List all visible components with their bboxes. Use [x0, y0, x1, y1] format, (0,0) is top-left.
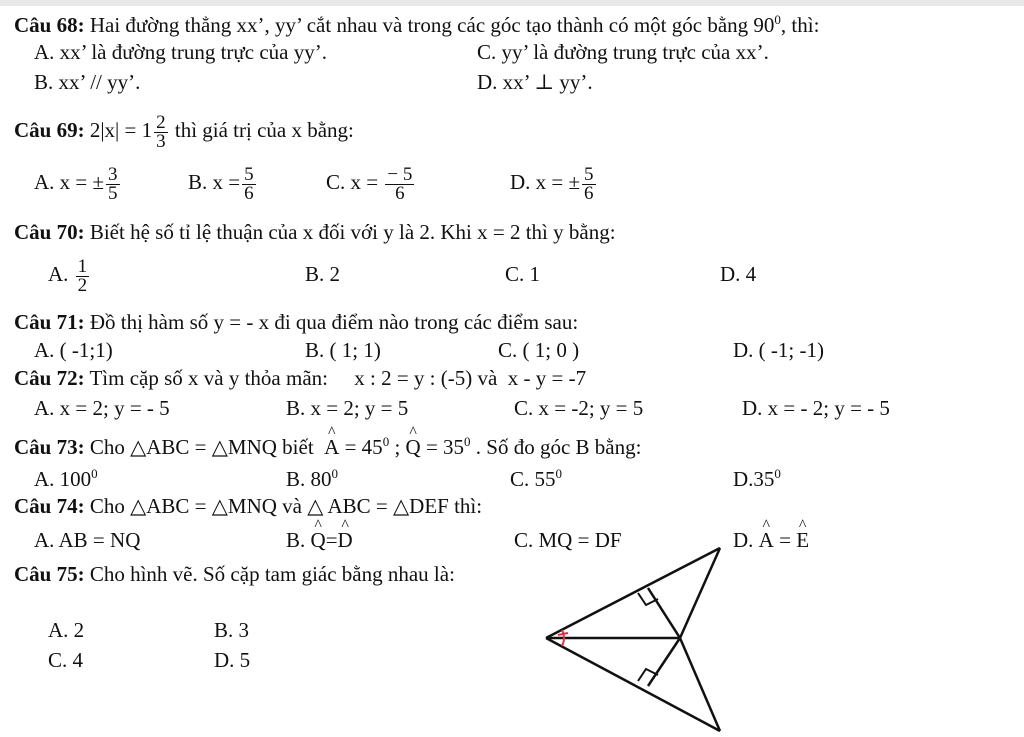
question-68-text: Hai đường thẳng xx’, yy’ cắt nhau và trong các góc tạo thành có một góc bằng 90	[89, 13, 775, 37]
question-68-label: Câu 68:	[14, 13, 85, 37]
opt-prefix: A. x = ±	[34, 170, 105, 194]
q69-fraction	[154, 111, 168, 152]
q69-option-d	[510, 162, 598, 203]
q70-option-d: D. 4	[720, 262, 757, 286]
frac-den: 6	[584, 182, 594, 204]
q68-option-b: B. xx’ // yy’.	[34, 70, 141, 94]
question-70-label: Câu 70:	[14, 220, 85, 244]
opt-prefix: C. x =	[326, 170, 379, 194]
q71-option-d: D. ( -1; -1)	[733, 338, 824, 362]
degree-sup: 0	[91, 466, 98, 481]
question-69-label: Câu 69:	[14, 118, 85, 142]
opt-text: D.35	[733, 467, 775, 491]
frac-num: 2	[156, 111, 166, 133]
question-70	[14, 220, 616, 244]
opt-text: C. 55	[510, 467, 556, 491]
question-70-text: Biết hệ số tỉ lệ thuận của x đối với y là 2. Khi x = 2 thì y bằng:	[89, 220, 616, 244]
question-73-label: Câu 73:	[14, 435, 85, 459]
question-69	[14, 110, 354, 151]
question-68-tail: , thì:	[780, 13, 820, 37]
q75-option-c: C. 4	[48, 648, 84, 672]
opt-prefix: D. x = ±	[510, 170, 581, 194]
degree-sup: 0	[382, 434, 390, 449]
line-perp-top	[648, 588, 680, 638]
top-shadow	[0, 0, 1024, 6]
angle-q: ^ Q	[311, 528, 326, 552]
q72-option-d: D. x = - 2; y = - 5	[742, 396, 890, 420]
opt-fraction	[76, 255, 90, 296]
question-75-label: Câu 75:	[14, 562, 85, 586]
frac-num: 5	[584, 163, 594, 185]
frac-num: 3	[108, 163, 118, 185]
q71-option-b: B. ( 1; 1)	[305, 338, 381, 362]
q71-option-a: A. ( -1;1)	[34, 338, 113, 362]
frac-num: 5	[244, 163, 254, 185]
frac-den: 3	[156, 130, 166, 152]
question-71-text: Đồ thị hàm số y = - x đi qua điểm nào trong các điểm sau:	[89, 310, 579, 334]
opt-fraction	[582, 163, 596, 204]
angle-e: ^ E	[796, 528, 809, 552]
triangle-figure	[540, 545, 780, 735]
frac-den: 5	[108, 182, 118, 204]
opt-text: A. 100	[34, 467, 92, 491]
line-mid-bottom	[680, 638, 720, 731]
q73-option-d	[733, 462, 781, 491]
degree-sup: 0	[464, 434, 471, 449]
angle-a-value: = 45	[344, 435, 383, 459]
question-71	[14, 310, 578, 334]
q70-option-b: B. 2	[305, 262, 341, 286]
frac-den: 2	[77, 274, 88, 296]
angle-d: ^ D	[338, 528, 353, 552]
question-74	[14, 494, 482, 518]
q75-option-b: B. 3	[214, 618, 250, 642]
question-75	[14, 562, 455, 586]
q72-option-c: C. x = -2; y = 5	[514, 396, 644, 420]
line-perp-bottom	[648, 638, 680, 686]
opt-fraction	[385, 163, 414, 204]
q72-option-a: A. x = 2; y = - 5	[34, 396, 170, 420]
question-74-label: Câu 74:	[14, 494, 85, 518]
angle-a: ^ A	[324, 435, 339, 459]
angle-tick	[558, 633, 568, 635]
question-69-text: thì giá trị của x bằng:	[174, 118, 354, 142]
question-68	[14, 8, 819, 37]
degree-sup: 0	[774, 12, 781, 27]
q72-option-b: B. x = 2; y = 5	[286, 396, 409, 420]
opt-fraction	[106, 163, 120, 204]
line-top-left	[546, 548, 720, 638]
degree-sup: 0	[331, 466, 339, 481]
question-72	[14, 366, 586, 390]
q73-option-c	[510, 462, 562, 491]
angle-a: ^ A	[759, 528, 774, 552]
opt-prefix: B.	[286, 528, 306, 552]
frac-num: − 5	[387, 163, 413, 185]
q69-equation: 2|x| = 1	[89, 118, 153, 142]
q69-option-b	[188, 162, 258, 203]
q74-option-c: C. MQ = DF	[514, 528, 622, 552]
question-72-text: Tìm cặp số x và y thỏa mãn: x : 2 = y : (-5) và x - y = -7	[89, 366, 587, 390]
angle-q: ^ Q	[406, 435, 421, 459]
frac-den: 6	[395, 182, 405, 204]
q68-option-d: D. xx’ ⊥ yy’.	[477, 70, 593, 94]
question-73-tail: . Số đo góc B bằng:	[475, 435, 642, 459]
q74-option-b: B. ^ Q=^ D	[286, 528, 353, 552]
question-73-text: Cho △ABC = △MNQ biết	[89, 435, 314, 459]
opt-prefix: A.	[48, 262, 69, 286]
q68-option-c: C. yy’ là đường trung trực của xx’.	[477, 40, 769, 64]
line-bottom-left	[546, 638, 720, 731]
q75-option-a: A. 2	[48, 618, 85, 642]
degree-sup: 0	[555, 466, 563, 481]
angle-q-value: = 35	[425, 435, 465, 459]
q71-option-c: C. ( 1; 0 )	[498, 338, 580, 362]
opt-prefix: D.	[733, 528, 754, 552]
q75-option-d: D. 5	[214, 648, 251, 672]
opt-fraction	[242, 163, 256, 204]
frac-den: 6	[244, 182, 254, 204]
q74-option-d: D. ^ A = ^ E	[733, 528, 809, 552]
question-73: Câu 73: Cho △ABC = △MNQ biết ^ $A = 45^0$ ; ^ $Q = 35^0$ . Số đo góc B bằng:	[14, 430, 641, 459]
line-top-mid	[680, 548, 720, 638]
frac-num: 1	[77, 255, 88, 277]
q68-option-a: A. xx’ là đường trung trực của yy’.	[34, 40, 327, 64]
q74-option-a: A. AB = NQ	[34, 528, 141, 552]
q69-option-a	[34, 162, 122, 203]
q73-option-a	[34, 462, 98, 491]
degree-sup: 0	[774, 466, 781, 481]
q69-option-c	[326, 162, 416, 203]
opt-prefix: B. x =	[188, 170, 241, 194]
question-72-label: Câu 72:	[14, 366, 85, 390]
q70-option-a	[48, 254, 91, 295]
q70-option-c: C. 1	[505, 262, 541, 286]
question-71-label: Câu 71:	[14, 310, 85, 334]
opt-text: B. 80	[286, 467, 332, 491]
question-75-text: Cho hình vẽ. Số cặp tam giác bằng nhau là:	[89, 562, 455, 586]
question-74-text: Cho △ABC = △MNQ và △ ABC = △DEF thì:	[89, 494, 483, 518]
q73-option-b	[286, 462, 338, 491]
